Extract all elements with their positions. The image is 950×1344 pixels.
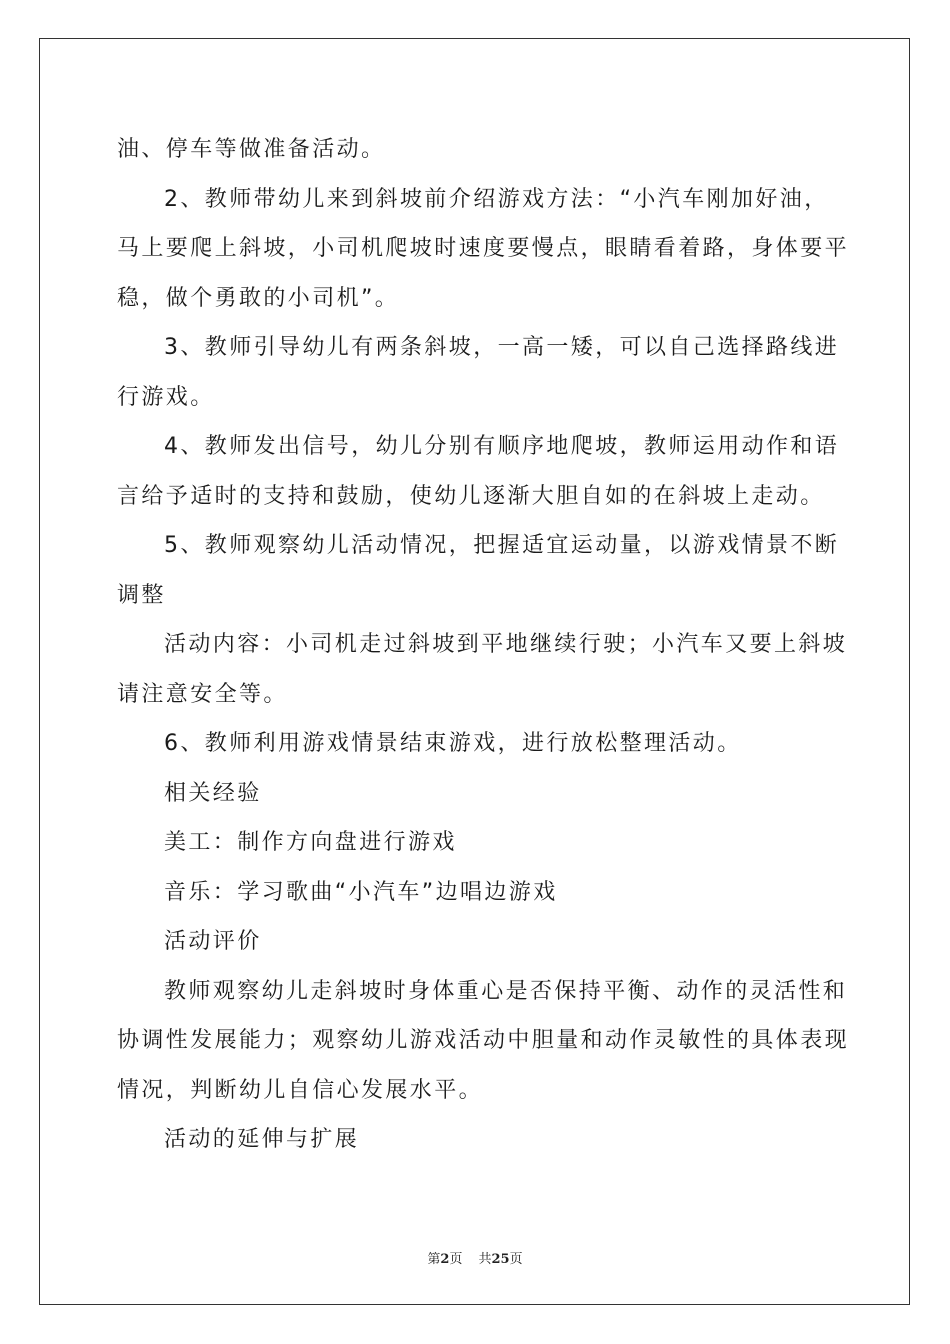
section-heading: 相关经验: [164, 780, 262, 806]
page-prefix: 第: [427, 1252, 441, 1267]
total-unit: 页: [509, 1252, 523, 1267]
text-line: 美工：制作方向盘进行游戏: [164, 830, 457, 855]
text-line: 言给予适时的支持和鼓励，使幼儿逐渐大胆自如的在斜坡上走动。: [117, 483, 825, 509]
page-number: 2: [440, 1252, 450, 1267]
section-heading: 活动的延伸与扩展: [164, 1127, 360, 1152]
total-pages: 25: [491, 1252, 510, 1267]
page-footer: [0, 1248, 950, 1267]
text-line: 马上要爬上斜坡，小司机爬坡时速度要慢点，眼睛看着路，身体要平: [117, 236, 850, 261]
text-line: 3、教师引导幼儿有两条斜坡，一高一矮，可以自己选择路线进: [164, 335, 840, 360]
total-prefix: 共: [478, 1252, 492, 1267]
text-line: 协调性发展能力；观察幼儿游戏活动中胆量和动作灵敏性的具体表现: [117, 1028, 850, 1053]
text-line: 请注意安全等。: [117, 681, 288, 707]
page-unit: 页: [449, 1252, 463, 1267]
text-line: 情况，判断幼儿自信心发展水平。: [117, 1077, 484, 1103]
text-line: 调整: [117, 582, 166, 608]
text-line: 稳，做个勇敢的小司机”。: [117, 285, 400, 311]
section-heading: 活动评价: [164, 929, 262, 954]
text-line: 活动内容：小司机走过斜坡到平地继续行驶；小汽车又要上斜坡: [164, 632, 848, 657]
text-line: 油、停车等做准备活动。: [117, 137, 386, 162]
text-line: 音乐：学习歌曲“小汽车”边唱边游戏: [164, 879, 558, 905]
text-line: 行游戏。: [117, 384, 215, 410]
text-line: 6、教师利用游戏情景结束游戏，进行放松整理活动。: [164, 731, 742, 756]
text-line: 4、教师发出信号，幼儿分别有顺序地爬坡，教师运用动作和语: [164, 434, 840, 459]
text-line: 教师观察幼儿走斜坡时身体重心是否保持平衡、动作的灵活性和: [164, 978, 848, 1004]
text-line: 5、教师观察幼儿活动情况，把握适宜运动量，以游戏情景不断: [164, 533, 840, 558]
text-line: 2、教师带幼儿来到斜坡前介绍游戏方法：“小汽车刚加好油，: [164, 186, 829, 212]
document-body: [117, 125, 850, 1165]
